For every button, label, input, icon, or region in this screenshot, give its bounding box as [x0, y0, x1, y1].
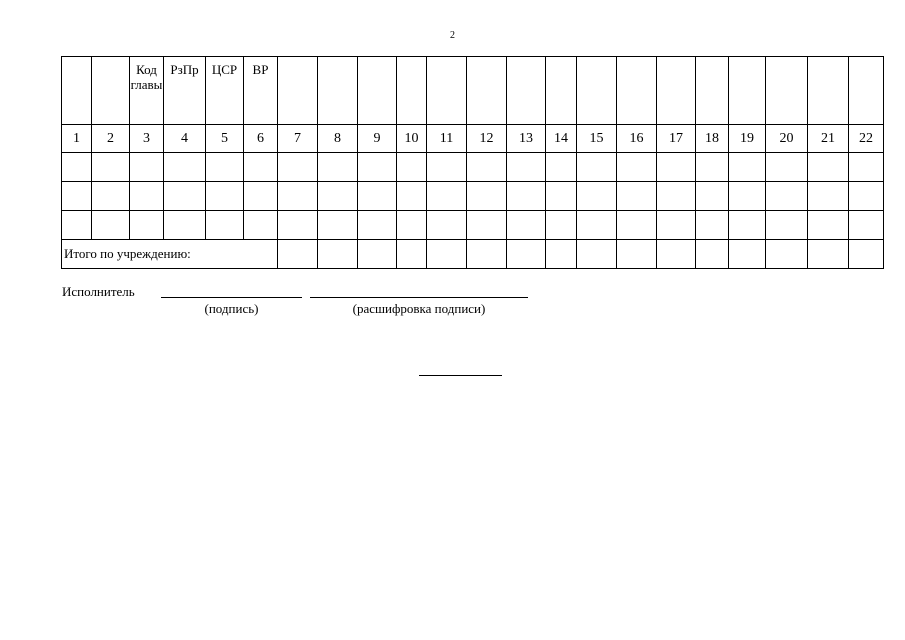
header-cell	[808, 57, 849, 125]
table-cell	[657, 153, 696, 182]
signature-caption: (подпись)	[204, 301, 259, 316]
end-divider	[419, 375, 502, 376]
table-cell	[617, 182, 657, 211]
table-cell	[766, 182, 808, 211]
header-cell	[507, 57, 546, 125]
table-cell	[92, 211, 130, 240]
executor-label: Исполнитель	[62, 284, 135, 299]
header-cell	[62, 57, 92, 125]
column-number-cell: 4	[164, 125, 206, 153]
column-number-cell: 16	[617, 125, 657, 153]
table-cell	[244, 182, 278, 211]
table-cell	[577, 153, 617, 182]
total-cell	[849, 240, 884, 269]
header-cell	[427, 57, 467, 125]
total-cell	[617, 240, 657, 269]
total-cell	[507, 240, 546, 269]
header-cell	[358, 57, 397, 125]
table-cell	[92, 182, 130, 211]
table-cell	[729, 153, 766, 182]
table-cell	[358, 182, 397, 211]
signature-decoding-caption: (расшифровка подписи)	[352, 301, 486, 316]
column-number-cell: 17	[657, 125, 696, 153]
page-number: 2	[450, 30, 455, 41]
table-cell	[766, 211, 808, 240]
table-cell	[358, 211, 397, 240]
table-cell	[164, 153, 206, 182]
column-number-cell: 18	[696, 125, 729, 153]
table-cell	[696, 211, 729, 240]
column-number-cell: 22	[849, 125, 884, 153]
table-cell	[766, 153, 808, 182]
header-cell: ВР	[244, 57, 278, 125]
table-cell	[577, 182, 617, 211]
total-cell	[766, 240, 808, 269]
column-number-cell: 19	[729, 125, 766, 153]
table-cell	[278, 211, 318, 240]
table-cell	[729, 182, 766, 211]
table-cell	[546, 211, 577, 240]
header-cell	[729, 57, 766, 125]
table-cell	[546, 153, 577, 182]
table-cell	[397, 211, 427, 240]
total-cell	[467, 240, 507, 269]
column-number-cell: 6	[244, 125, 278, 153]
table-cell	[318, 182, 358, 211]
header-cell	[92, 57, 130, 125]
table-cell	[358, 153, 397, 182]
table-cell	[617, 153, 657, 182]
table-cell	[808, 153, 849, 182]
table-cell	[729, 211, 766, 240]
signature-decoding-line	[310, 297, 528, 298]
table-cell	[507, 211, 546, 240]
table-cell	[467, 211, 507, 240]
column-number-cell: 2	[92, 125, 130, 153]
column-number-cell: 15	[577, 125, 617, 153]
table-cell	[62, 211, 92, 240]
header-cell	[577, 57, 617, 125]
total-cell	[427, 240, 467, 269]
column-number-cell: 13	[507, 125, 546, 153]
table-cell	[696, 182, 729, 211]
total-cell	[278, 240, 318, 269]
table-cell	[427, 182, 467, 211]
column-number-cell: 11	[427, 125, 467, 153]
report-table	[61, 56, 884, 269]
table-cell	[206, 153, 244, 182]
table-cell	[130, 182, 164, 211]
total-cell	[657, 240, 696, 269]
table-row	[62, 153, 884, 182]
column-number-cell: 9	[358, 125, 397, 153]
column-number-cell: 7	[278, 125, 318, 153]
header-row	[62, 57, 884, 125]
table-row	[62, 182, 884, 211]
column-number-cell: 21	[808, 125, 849, 153]
table-cell	[244, 153, 278, 182]
total-cell	[358, 240, 397, 269]
table-cell	[278, 153, 318, 182]
column-number-row	[62, 125, 884, 153]
total-cell	[729, 240, 766, 269]
table-cell	[849, 211, 884, 240]
table-row	[62, 211, 884, 240]
table-cell	[318, 153, 358, 182]
table-cell	[92, 153, 130, 182]
table-cell	[467, 182, 507, 211]
total-cell	[397, 240, 427, 269]
table-cell	[278, 182, 318, 211]
table-cell	[318, 211, 358, 240]
header-cell	[318, 57, 358, 125]
header-cell	[696, 57, 729, 125]
total-row	[62, 240, 884, 269]
table-cell	[130, 153, 164, 182]
total-label: Итого по учреждению:	[62, 240, 278, 269]
column-number-cell: 1	[62, 125, 92, 153]
header-cell	[617, 57, 657, 125]
total-cell	[318, 240, 358, 269]
table-cell	[206, 211, 244, 240]
table-cell	[427, 211, 467, 240]
table-cell	[397, 182, 427, 211]
table-cell	[427, 153, 467, 182]
column-number-cell: 20	[766, 125, 808, 153]
table-cell	[62, 182, 92, 211]
table-cell	[617, 211, 657, 240]
column-number-cell: 12	[467, 125, 507, 153]
table-cell	[849, 153, 884, 182]
table-cell	[244, 211, 278, 240]
table-cell	[62, 153, 92, 182]
table-cell	[164, 182, 206, 211]
header-cell: ЦСР	[206, 57, 244, 125]
header-cell	[766, 57, 808, 125]
header-cell	[546, 57, 577, 125]
header-cell	[849, 57, 884, 125]
header-cell	[397, 57, 427, 125]
total-cell	[808, 240, 849, 269]
table-cell	[467, 153, 507, 182]
table-cell	[696, 153, 729, 182]
total-cell	[577, 240, 617, 269]
header-cell: РзПр	[164, 57, 206, 125]
table-cell	[206, 182, 244, 211]
header-cell: Код главы	[130, 57, 164, 125]
table-cell	[808, 182, 849, 211]
column-number-cell: 3	[130, 125, 164, 153]
signature-line	[161, 297, 302, 298]
table-cell	[130, 211, 164, 240]
header-cell	[657, 57, 696, 125]
column-number-cell: 14	[546, 125, 577, 153]
table-cell	[657, 211, 696, 240]
table-cell	[397, 153, 427, 182]
header-cell	[278, 57, 318, 125]
table-cell	[164, 211, 206, 240]
column-number-cell: 5	[206, 125, 244, 153]
table-cell	[546, 182, 577, 211]
table-cell	[808, 211, 849, 240]
table-cell	[849, 182, 884, 211]
total-cell	[696, 240, 729, 269]
table-cell	[577, 211, 617, 240]
column-number-cell: 8	[318, 125, 358, 153]
table-cell	[657, 182, 696, 211]
table-cell	[507, 182, 546, 211]
header-cell	[467, 57, 507, 125]
column-number-cell: 10	[397, 125, 427, 153]
table-cell	[507, 153, 546, 182]
total-cell	[546, 240, 577, 269]
